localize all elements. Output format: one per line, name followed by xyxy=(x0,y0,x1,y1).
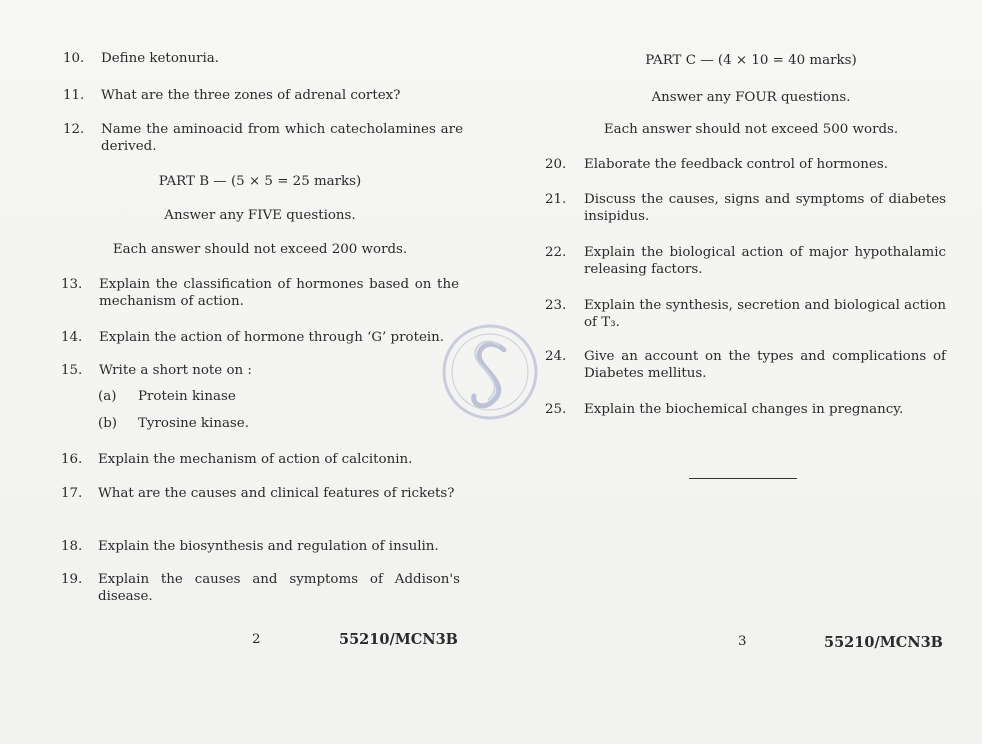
part-b-instruction: Answer any FIVE questions. xyxy=(164,208,356,223)
question-number: 23. xyxy=(545,298,567,313)
question-text: Explain the causes and symptoms of Addison's disease. xyxy=(98,572,460,604)
part-c-heading: PART C — (4 × 10 = 40 marks) xyxy=(645,53,857,68)
part-b-limit: Each answer should not exceed 200 words. xyxy=(112,242,408,257)
question-number: 25. xyxy=(545,402,567,417)
question-number: 14. xyxy=(61,330,83,345)
question-number: 20. xyxy=(545,157,567,172)
question-number: 12. xyxy=(63,122,85,137)
page-number: 2 xyxy=(252,632,261,647)
question-text: What are the three zones of adrenal cortex? xyxy=(101,88,401,103)
question-text: Explain the biochemical changes in pregnancy. xyxy=(584,402,904,417)
question-text: Explain the mechanism of action of calcitonin. xyxy=(98,452,413,467)
sub-item-text: Tyrosine kinase. xyxy=(138,416,249,431)
sub-item-label: (a) xyxy=(98,389,117,404)
paper-code: 55210/MCN3B xyxy=(339,631,458,648)
part-c-limit: Each answer should not exceed 500 words. xyxy=(603,122,899,137)
question-text: Write a short note on : xyxy=(99,363,252,378)
question-number: 18. xyxy=(61,539,83,554)
question-number: 21. xyxy=(545,192,567,207)
question-number: 15. xyxy=(61,363,83,378)
question-number: 17. xyxy=(61,486,83,501)
question-text: Explain the biological action of major hypothalamic releasing factors. xyxy=(584,245,946,277)
right-page xyxy=(491,0,982,744)
question-number: 22. xyxy=(545,245,567,260)
question-text: Explain the biosynthesis and regulation of insulin. xyxy=(98,539,439,554)
question-text: Define ketonuria. xyxy=(101,51,220,66)
question-text: Give an account on the types and complications of Diabetes mellitus. xyxy=(584,349,946,381)
question-number: 10. xyxy=(63,51,85,66)
sub-item-label: (b) xyxy=(98,416,118,431)
question-number: 16. xyxy=(61,452,83,467)
question-text: Explain the action of hormone through ‘G’ protein. xyxy=(99,330,445,345)
paper-code: 55210/MCN3B xyxy=(824,634,943,651)
question-text: Name the aminoacid from which catecholamines are derived. xyxy=(101,122,463,154)
question-number: 24. xyxy=(545,349,567,364)
question-number: 19. xyxy=(61,572,83,587)
question-number: 11. xyxy=(63,88,85,103)
question-text: Discuss the causes, signs and symptoms of diabetes insipidus. xyxy=(584,192,946,224)
sub-item-text: Protein kinase xyxy=(138,389,236,404)
question-text: Explain the synthesis, secretion and biological action of T₃. xyxy=(584,298,946,330)
part-b-heading: PART B — (5 × 5 = 25 marks) xyxy=(158,174,362,189)
question-number: 13. xyxy=(61,277,83,292)
question-text: What are the causes and clinical features of rickets? xyxy=(98,486,455,501)
question-text: Elaborate the feedback control of hormones. xyxy=(584,157,888,172)
end-rule xyxy=(689,478,797,479)
seal-icon xyxy=(440,322,540,422)
part-c-instruction: Answer any FOUR questions. xyxy=(651,90,851,105)
page-number: 3 xyxy=(738,634,747,649)
question-text: Explain the classification of hormones based on the mechanism of action. xyxy=(99,277,459,309)
